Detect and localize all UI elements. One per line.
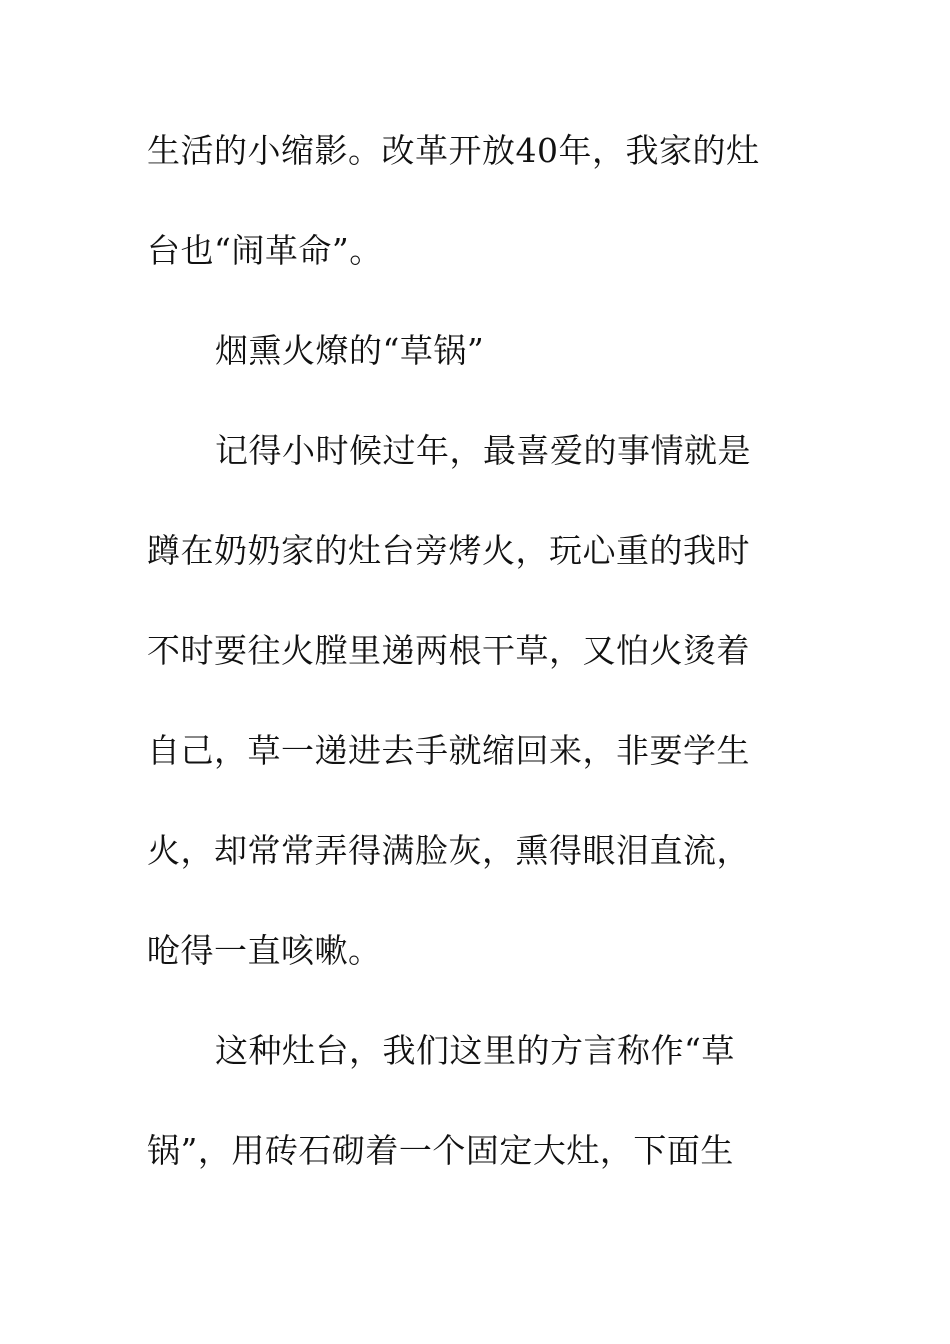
paragraph-line: 蹲在奶奶家的灶台旁烤火，玩心重的我时 xyxy=(147,531,750,570)
paragraph-line: 台也“闹革命”。 xyxy=(147,231,383,270)
paragraph-line: 这种灶台，我们这里的方言称作“草 xyxy=(215,1031,735,1070)
paragraph-line: 锅”，用砖石砌着一个固定大灶，下面生 xyxy=(147,1131,734,1170)
section-heading: 烟熏火燎的“草锅” xyxy=(215,331,485,370)
paragraph-line: 记得小时候过年，最喜爱的事情就是 xyxy=(215,431,751,470)
paragraph-line: 不时要往火膛里递两根干草，又怕火烫着 xyxy=(147,631,750,670)
paragraph-line: 火，却常常弄得满脸灰，熏得眼泪直流， xyxy=(147,831,750,870)
paragraph-line: 自己，草一递进去手就缩回来，非要学生 xyxy=(147,731,750,770)
paragraph-line: 生活的小缩影。改革开放40年，我家的灶 xyxy=(147,131,760,170)
paragraph-line: 呛得一直咳嗽。 xyxy=(147,931,382,970)
